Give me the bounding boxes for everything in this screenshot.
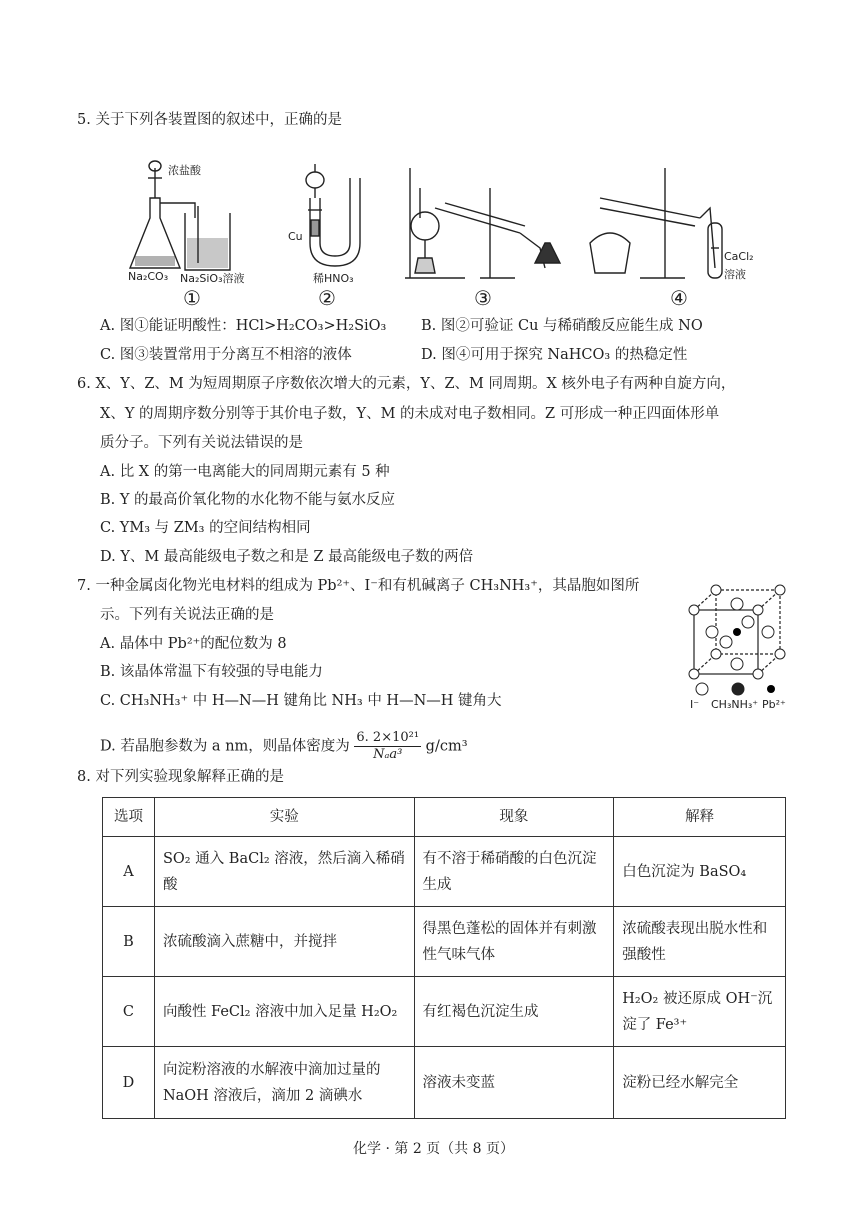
table-row <box>103 977 786 1047</box>
row-a-explanation: 白色沉淀为 BaSO₄ <box>614 837 786 907</box>
row-c-explanation: H₂O₂ 被还原成 OH⁻沉淀了 Fe³⁺ <box>614 977 786 1047</box>
q7-option-d-prefix: D. 若晶胞参数为 a nm，则晶体密度为 <box>100 738 350 755</box>
row-d-experiment: 向淀粉溶液的水解液中滴加过量的 NaOH 溶液后，滴加 2 滴碘水 <box>154 1047 414 1119</box>
q6-option-b: B. Y 的最高价氧化物的水化物不能与氨水反应 <box>100 492 396 508</box>
row-c-phenomenon: 有红褐色沉淀生成 <box>414 977 614 1047</box>
q7-stem-line2: 示。下列有关说法正确的是 <box>100 607 274 623</box>
q5-stem: 5. 关于下列各装置图的叙述中，正确的是 <box>77 112 342 128</box>
row-b-option: B <box>103 907 155 977</box>
table-row <box>103 907 786 977</box>
label-hno3: 稀HNO₃ <box>313 272 354 285</box>
legend-pb: Pb²⁺ <box>762 698 786 711</box>
label-cacl2: CaCl₂ <box>724 250 754 263</box>
q7-option-a: A. 晶体中 Pb²⁺的配位数为 8 <box>100 636 287 652</box>
q6-option-c: C. YM₃ 与 ZM₃ 的空间结构相同 <box>100 520 311 536</box>
q5-option-a: A. 图①能证明酸性：HCl>H₂CO₃>H₂SiO₃ <box>100 318 387 334</box>
q7-option-c: C. CH₃NH₃⁺ 中 H—N—H 键角比 NH₃ 中 H—N—H 键角大 <box>100 693 502 709</box>
row-d-option: D <box>103 1047 155 1119</box>
legend-ch3nh3: CH₃NH₃⁺ <box>711 698 759 711</box>
row-a-phenomenon: 有不溶于稀硝酸的白色沉淀生成 <box>414 837 614 907</box>
crystal-legend-markers <box>693 682 783 696</box>
q5-option-c: C. 图③装置常用于分离互不相溶的液体 <box>100 347 352 363</box>
fig-num-4: ④ <box>670 286 688 310</box>
density-unit: g/cm³ <box>425 738 468 755</box>
header-phenomenon: 现象 <box>414 798 614 837</box>
fig-num-1: ① <box>183 286 201 310</box>
row-d-phenomenon: 溶液未变蓝 <box>414 1047 614 1119</box>
q6-stem-line1: 6. X、Y、Z、M 为短周期原子序数依次增大的元素，Y、Z、M 同周期。X 核外电子有两种自旋方向， <box>77 376 736 392</box>
q7-stem-line1: 7. 一种金属卤化物光电材料的组成为 Pb²⁺、I⁻和有机碱离子 CH₃NH₃⁺，其晶胞如图所 <box>77 578 640 594</box>
table-header-row <box>103 798 786 837</box>
q6-option-d: D. Y、M 最高能级电子数之和是 Z 最高能级电子数的两倍 <box>100 549 474 565</box>
row-b-explanation: 浓硫酸表现出脱水性和强酸性 <box>614 907 786 977</box>
table-row <box>103 1047 786 1119</box>
row-a-option: A <box>103 837 155 907</box>
q6-option-a: A. 比 X 的第一电离能大的同周期元素有 5 种 <box>100 464 390 480</box>
density-numerator: 6. 2×10²¹ <box>356 730 420 745</box>
q7-option-b: B. 该晶体常温下有较强的导电能力 <box>100 664 323 680</box>
q5-option-b: B. 图②可验证 Cu 与稀硝酸反应能生成 NO <box>421 318 703 334</box>
q5-option-d: D. 图④可用于探究 NaHCO₃ 的热稳定性 <box>421 347 688 363</box>
row-a-experiment: SO₂ 通入 BaCl₂ 溶液，然后滴入稀硝酸 <box>154 837 414 907</box>
crystal-cell-figure <box>688 584 788 694</box>
label-na2sio3: Na₂SiO₃溶液 <box>180 272 245 285</box>
row-d-explanation: 淀粉已经水解完全 <box>614 1047 786 1119</box>
header-option: 选项 <box>103 798 155 837</box>
q7-option-d <box>100 730 468 763</box>
fig-num-2: ② <box>318 286 336 310</box>
label-solution: 溶液 <box>724 268 746 281</box>
page-footer: 化学 · 第 2 页（共 8 页） <box>353 1141 514 1157</box>
row-b-phenomenon: 得黑色蓬松的固体并有刺激性气味气体 <box>414 907 614 977</box>
q6-stem-line2: X、Y 的周期序数分别等于其价电子数，Y、M 的未成对电子数相同。Z 可形成一种正四面体形单 <box>100 406 720 422</box>
table-row <box>103 837 786 907</box>
label-na2co3: Na₂CO₃ <box>128 270 169 283</box>
row-c-option: C <box>103 977 155 1047</box>
q8-table <box>102 797 786 1119</box>
label-conc-hcl: 浓盐酸 <box>168 164 201 177</box>
density-fraction <box>354 730 421 763</box>
legend-i-ion: I⁻ <box>690 698 700 711</box>
row-b-experiment: 浓硫酸滴入蔗糖中，并搅拌 <box>154 907 414 977</box>
fig-num-3: ③ <box>474 286 492 310</box>
q8-stem: 8. 对下列实验现象解释正确的是 <box>77 769 284 785</box>
row-c-experiment: 向酸性 FeCl₂ 溶液中加入足量 H₂O₂ <box>154 977 414 1047</box>
label-cu: Cu <box>288 230 303 243</box>
header-explanation: 解释 <box>614 798 786 837</box>
density-denominator: Nₐa³ <box>373 747 403 762</box>
q6-stem-line3: 质分子。下列有关说法错误的是 <box>100 435 303 451</box>
header-experiment: 实验 <box>154 798 414 837</box>
